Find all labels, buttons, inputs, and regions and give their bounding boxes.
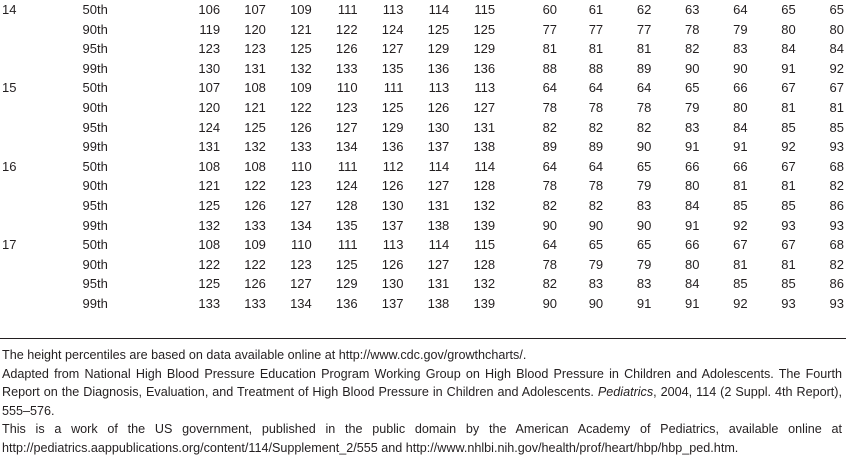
diastolic-value-cell: 91	[781, 60, 796, 76]
table-row	[0, 39, 846, 59]
footnote-source	[2, 365, 842, 421]
systolic-value-cell: 127	[335, 119, 358, 135]
systolic-value-cell: 114	[428, 158, 450, 174]
table-row	[0, 235, 846, 255]
diastolic-value-cell: 81	[781, 256, 796, 272]
systolic-value-cell: 122	[290, 99, 312, 115]
diastolic-value-cell: 63	[684, 2, 700, 17]
systolic-value-cell: 134	[290, 217, 312, 233]
percentile-cell: 99th	[82, 295, 108, 311]
diastolic-value-cell: 92	[733, 295, 748, 311]
systolic-value-cell: 121	[198, 178, 221, 194]
percentile-cell: 50th	[82, 80, 108, 96]
footnote-height-percentiles: The height percentiles are based on data available online at http://www.cdc.gov/growthcharts/.	[2, 348, 527, 362]
footnote-source-text: Adapted from National High Blood Pressure Education Program Working Group on High Blood Pressure in Children and Adolescents. The Fourth Report on the Diagnosis, Evaluation, and Treatment of High Blood Pressure in Children and Adolescents.	[2, 366, 842, 400]
diastolic-value-cell: 79	[636, 178, 652, 194]
diastolic-value-cell: 79	[733, 21, 748, 37]
systolic-value-cell: 114	[428, 237, 450, 253]
diastolic-value-cell: 81	[781, 178, 796, 194]
diastolic-value-cell: 64	[588, 80, 604, 96]
systolic-value-cell: 107	[198, 80, 221, 96]
systolic-value-cell: 114	[428, 2, 450, 17]
systolic-value-cell: 123	[290, 256, 312, 272]
diastolic-value-cell: 65	[636, 237, 652, 253]
diastolic-value-cell: 78	[636, 99, 652, 115]
systolic-value-cell: 125	[427, 21, 450, 37]
systolic-value-cell: 134	[290, 295, 312, 311]
diastolic-value-cell: 93	[829, 139, 844, 155]
systolic-value-cell: 108	[198, 237, 221, 253]
systolic-value-cell: 123	[290, 178, 312, 194]
percentile-cell: 95th	[82, 197, 108, 213]
table-divider	[0, 338, 846, 339]
diastolic-value-cell: 65	[684, 80, 700, 96]
systolic-value-cell: 127	[473, 99, 496, 115]
diastolic-value-cell: 80	[781, 21, 796, 37]
systolic-value-cell: 132	[198, 217, 221, 233]
systolic-value-cell: 122	[335, 21, 358, 37]
diastolic-value-cell: 83	[636, 197, 652, 213]
footnote-public-domain: This is a work of the US government, published in the public domain by the American Academy of Pediatrics, available online at http://pediatrics.aappublications.org/content/114/Supplement_2/555 and http://www.nhlbi.nih.gov/health/prof/heart/hbp/hbp_ped.htm.	[2, 422, 842, 455]
diastolic-value-cell: 82	[636, 119, 652, 135]
age-cell: 17	[2, 237, 17, 253]
systolic-value-cell: 109	[290, 80, 312, 96]
diastolic-value-cell: 85	[781, 119, 796, 135]
diastolic-value-cell: 84	[733, 119, 748, 135]
systolic-value-cell: 120	[244, 21, 266, 37]
percentile-cell: 90th	[82, 21, 108, 37]
diastolic-value-cell: 66	[733, 80, 748, 96]
diastolic-value-cell: 91	[684, 139, 700, 155]
diastolic-value-cell: 82	[542, 276, 558, 292]
diastolic-value-cell: 90	[542, 295, 558, 311]
systolic-value-cell: 125	[290, 41, 312, 57]
percentile-cell: 90th	[82, 99, 108, 115]
diastolic-value-cell: 66	[733, 158, 748, 174]
systolic-value-cell: 124	[381, 21, 404, 37]
systolic-value-cell: 126	[381, 178, 404, 194]
diastolic-value-cell: 64	[636, 80, 652, 96]
diastolic-value-cell: 78	[588, 99, 604, 115]
diastolic-value-cell: 85	[829, 119, 844, 135]
systolic-value-cell: 111	[337, 158, 358, 174]
diastolic-value-cell: 67	[781, 158, 796, 174]
table-row	[0, 137, 846, 157]
diastolic-value-cell: 77	[588, 21, 604, 37]
diastolic-value-cell: 85	[733, 276, 748, 292]
diastolic-value-cell: 82	[542, 197, 558, 213]
systolic-value-cell: 111	[337, 2, 358, 17]
systolic-value-cell: 108	[244, 80, 266, 96]
diastolic-value-cell: 91	[636, 295, 652, 311]
diastolic-value-cell: 68	[829, 237, 844, 253]
systolic-value-cell: 131	[473, 119, 496, 135]
systolic-value-cell: 126	[335, 41, 358, 57]
diastolic-value-cell: 92	[733, 217, 748, 233]
diastolic-value-cell: 84	[684, 197, 700, 213]
systolic-value-cell: 122	[244, 256, 266, 272]
diastolic-value-cell: 82	[684, 41, 700, 57]
diastolic-value-cell: 81	[733, 256, 748, 272]
systolic-value-cell: 130	[381, 276, 404, 292]
diastolic-value-cell: 92	[781, 139, 796, 155]
systolic-value-cell: 138	[473, 139, 496, 155]
diastolic-value-cell: 86	[829, 197, 844, 213]
diastolic-value-cell: 84	[684, 276, 700, 292]
systolic-value-cell: 110	[336, 80, 358, 96]
systolic-value-cell: 136	[335, 295, 358, 311]
systolic-value-cell: 121	[244, 99, 266, 115]
diastolic-value-cell: 78	[588, 178, 604, 194]
table-row	[0, 196, 846, 216]
systolic-value-cell: 132	[244, 139, 266, 155]
systolic-value-cell: 115	[474, 2, 496, 17]
percentile-cell: 95th	[82, 276, 108, 292]
diastolic-value-cell: 68	[829, 158, 844, 174]
systolic-value-cell: 127	[290, 276, 312, 292]
footnote-pages: (2 Suppl. 4th Report), 555–576.	[2, 385, 842, 418]
footnote-volume: 114	[696, 385, 717, 400]
diastolic-value-cell: 60	[542, 2, 558, 17]
diastolic-value-cell: 81	[829, 99, 844, 115]
systolic-value-cell: 125	[381, 99, 404, 115]
systolic-value-cell: 134	[335, 139, 358, 155]
diastolic-value-cell: 77	[542, 21, 558, 37]
diastolic-value-cell: 67	[829, 80, 844, 96]
diastolic-value-cell: 91	[684, 217, 700, 233]
systolic-value-cell: 133	[335, 60, 358, 76]
diastolic-value-cell: 80	[829, 21, 844, 37]
systolic-value-cell: 127	[427, 256, 450, 272]
diastolic-value-cell: 64	[588, 158, 604, 174]
diastolic-value-cell: 82	[829, 178, 844, 194]
percentile-cell: 99th	[82, 217, 108, 233]
systolic-value-cell: 125	[244, 119, 266, 135]
systolic-value-cell: 126	[244, 197, 266, 213]
systolic-value-cell: 131	[427, 197, 450, 213]
diastolic-value-cell: 83	[588, 276, 604, 292]
table-row	[0, 176, 846, 196]
diastolic-value-cell: 89	[542, 139, 558, 155]
diastolic-value-cell: 81	[542, 41, 558, 57]
systolic-value-cell: 123	[198, 41, 221, 57]
footnote-year: , 2004,	[653, 385, 697, 400]
diastolic-value-cell: 82	[588, 197, 604, 213]
diastolic-value-cell: 83	[636, 276, 652, 292]
systolic-value-cell: 127	[381, 41, 404, 57]
systolic-value-cell: 107	[244, 2, 266, 17]
systolic-value-cell: 113	[382, 237, 404, 253]
diastolic-value-cell: 66	[684, 237, 700, 253]
systolic-value-cell: 132	[473, 197, 496, 213]
systolic-value-cell: 128	[335, 197, 358, 213]
diastolic-value-cell: 86	[829, 276, 844, 292]
age-cell	[0, 196, 83, 216]
systolic-value-cell: 129	[427, 41, 450, 57]
diastolic-value-cell: 90	[636, 139, 652, 155]
systolic-value-cell: 106	[198, 2, 221, 17]
systolic-value-cell: 126	[290, 119, 312, 135]
diastolic-value-cell: 62	[636, 2, 652, 17]
systolic-value-cell: 131	[244, 60, 266, 76]
percentile-cell: 50th	[82, 2, 108, 17]
systolic-value-cell: 136	[473, 60, 496, 76]
systolic-value-cell: 108	[244, 158, 266, 174]
systolic-value-cell: 137	[427, 139, 450, 155]
systolic-value-cell: 109	[290, 2, 312, 17]
systolic-value-cell: 133	[244, 295, 266, 311]
diastolic-value-cell: 89	[636, 60, 652, 76]
systolic-value-cell: 126	[427, 99, 450, 115]
diastolic-value-cell: 81	[588, 41, 604, 57]
diastolic-value-cell: 64	[542, 80, 558, 96]
percentile-cell: 95th	[82, 119, 108, 135]
diastolic-value-cell: 77	[636, 21, 652, 37]
systolic-value-cell: 132	[473, 276, 496, 292]
systolic-value-cell: 137	[381, 217, 404, 233]
systolic-value-cell: 133	[290, 139, 312, 155]
systolic-value-cell: 127	[427, 178, 450, 194]
footnotes	[2, 346, 842, 458]
percentile-cell: 99th	[82, 60, 108, 76]
table-row	[0, 20, 846, 40]
systolic-value-cell: 132	[290, 60, 312, 76]
diastolic-value-cell: 80	[684, 256, 700, 272]
systolic-value-cell: 122	[198, 256, 221, 272]
diastolic-value-cell: 78	[684, 21, 700, 37]
age-cell	[0, 216, 83, 236]
diastolic-value-cell: 92	[829, 60, 844, 76]
diastolic-value-cell: 64	[542, 237, 558, 253]
systolic-value-cell: 133	[244, 217, 266, 233]
diastolic-value-cell: 66	[684, 158, 700, 174]
systolic-value-cell: 130	[198, 60, 221, 76]
systolic-value-cell: 135	[335, 217, 358, 233]
systolic-value-cell: 128	[473, 178, 496, 194]
percentile-cell: 90th	[82, 178, 108, 194]
diastolic-value-cell: 90	[542, 217, 558, 233]
diastolic-value-cell: 91	[733, 139, 748, 155]
diastolic-value-cell: 64	[542, 158, 558, 174]
systolic-value-cell: 126	[244, 276, 266, 292]
systolic-value-cell: 125	[335, 256, 358, 272]
systolic-value-cell: 127	[290, 197, 312, 213]
age-cell	[0, 98, 83, 118]
diastolic-value-cell: 93	[829, 217, 844, 233]
diastolic-value-cell: 81	[733, 178, 748, 194]
systolic-value-cell: 121	[290, 21, 312, 37]
systolic-value-cell: 110	[291, 158, 312, 174]
systolic-value-cell: 139	[473, 295, 496, 311]
diastolic-value-cell: 65	[829, 2, 844, 17]
table-row	[0, 0, 846, 20]
diastolic-value-cell: 67	[733, 237, 748, 253]
table-row	[0, 294, 846, 314]
diastolic-value-cell: 64	[733, 2, 748, 17]
table-row	[0, 157, 846, 177]
systolic-value-cell: 129	[381, 119, 404, 135]
age-cell	[0, 118, 83, 138]
diastolic-value-cell: 65	[636, 158, 652, 174]
diastolic-value-cell: 85	[781, 197, 796, 213]
table-row	[0, 255, 846, 275]
diastolic-value-cell: 93	[781, 295, 796, 311]
diastolic-value-cell: 61	[588, 2, 604, 17]
systolic-value-cell: 122	[244, 178, 266, 194]
diastolic-value-cell: 89	[588, 139, 604, 155]
diastolic-value-cell: 85	[781, 276, 796, 292]
systolic-value-cell: 124	[335, 178, 358, 194]
diastolic-value-cell: 88	[588, 60, 604, 76]
systolic-value-cell: 113	[428, 80, 450, 96]
age-cell	[0, 255, 83, 275]
table-row	[0, 118, 846, 138]
percentile-cell: 95th	[82, 41, 108, 57]
systolic-value-cell: 137	[381, 295, 404, 311]
diastolic-value-cell: 81	[636, 41, 652, 57]
diastolic-value-cell: 80	[684, 178, 700, 194]
systolic-value-cell: 129	[335, 276, 358, 292]
percentile-cell: 50th	[82, 158, 108, 174]
systolic-value-cell: 113	[474, 80, 496, 96]
age-cell	[0, 137, 83, 157]
systolic-value-cell: 120	[198, 99, 221, 115]
age-cell	[0, 274, 83, 294]
systolic-value-cell: 112	[382, 158, 404, 174]
systolic-value-cell: 125	[473, 21, 496, 37]
diastolic-value-cell: 81	[781, 99, 796, 115]
diastolic-value-cell: 91	[684, 295, 700, 311]
systolic-value-cell: 139	[473, 217, 496, 233]
systolic-value-cell: 111	[337, 237, 358, 253]
age-cell: 14	[2, 2, 17, 17]
systolic-value-cell: 109	[244, 237, 266, 253]
diastolic-value-cell: 90	[636, 217, 652, 233]
systolic-value-cell: 111	[383, 80, 404, 96]
diastolic-value-cell: 88	[542, 60, 558, 76]
systolic-value-cell: 133	[198, 295, 221, 311]
diastolic-value-cell: 84	[781, 41, 796, 57]
diastolic-value-cell: 83	[684, 119, 700, 135]
systolic-value-cell: 123	[244, 41, 266, 57]
footnote-journal: Pediatrics	[597, 385, 654, 400]
systolic-value-cell: 115	[474, 237, 496, 253]
systolic-value-cell: 110	[291, 237, 312, 253]
diastolic-value-cell: 78	[542, 178, 558, 194]
diastolic-value-cell: 80	[733, 99, 748, 115]
table-row	[0, 98, 846, 118]
age-cell: 15	[2, 80, 17, 96]
table-row	[0, 274, 846, 294]
diastolic-value-cell: 65	[781, 2, 796, 17]
age-cell: 16	[2, 158, 17, 174]
systolic-value-cell: 136	[427, 60, 450, 76]
percentile-cell: 99th	[82, 139, 108, 155]
systolic-value-cell: 131	[427, 276, 450, 292]
systolic-value-cell: 124	[198, 119, 221, 135]
systolic-value-cell: 130	[427, 119, 450, 135]
systolic-value-cell: 135	[381, 60, 404, 76]
diastolic-value-cell: 79	[684, 99, 700, 115]
systolic-value-cell: 130	[381, 197, 404, 213]
diastolic-value-cell: 90	[588, 295, 604, 311]
diastolic-value-cell: 90	[684, 60, 700, 76]
systolic-value-cell: 136	[381, 139, 404, 155]
systolic-value-cell: 131	[198, 139, 221, 155]
age-cell	[0, 20, 83, 40]
age-cell	[0, 59, 83, 79]
diastolic-value-cell: 78	[542, 256, 558, 272]
systolic-value-cell: 138	[427, 217, 450, 233]
diastolic-value-cell: 67	[781, 80, 796, 96]
systolic-value-cell: 114	[474, 158, 496, 174]
systolic-value-cell: 125	[198, 197, 221, 213]
diastolic-value-cell: 82	[588, 119, 604, 135]
systolic-value-cell: 129	[473, 41, 496, 57]
systolic-value-cell: 125	[198, 276, 221, 292]
diastolic-value-cell: 79	[636, 256, 652, 272]
systolic-value-cell: 126	[381, 256, 404, 272]
percentile-cell: 50th	[82, 237, 108, 253]
diastolic-value-cell: 93	[829, 295, 844, 311]
age-cell	[0, 39, 83, 59]
diastolic-value-cell: 90	[733, 60, 748, 76]
systolic-value-cell: 123	[335, 99, 358, 115]
diastolic-value-cell: 85	[733, 197, 748, 213]
diastolic-value-cell: 79	[588, 256, 604, 272]
diastolic-value-cell: 82	[542, 119, 558, 135]
systolic-value-cell: 113	[382, 2, 404, 17]
percentile-cell: 90th	[82, 256, 108, 272]
systolic-value-cell: 108	[198, 158, 221, 174]
diastolic-value-cell: 82	[829, 256, 844, 272]
systolic-value-cell: 138	[427, 295, 450, 311]
diastolic-value-cell: 67	[781, 237, 796, 253]
diastolic-value-cell: 65	[588, 237, 604, 253]
age-cell	[0, 294, 83, 314]
table-row	[0, 59, 846, 79]
systolic-value-cell: 119	[199, 21, 221, 37]
table-row	[0, 216, 846, 236]
systolic-value-cell: 128	[473, 256, 496, 272]
age-cell	[0, 176, 83, 196]
diastolic-value-cell: 84	[829, 41, 844, 57]
diastolic-value-cell: 78	[542, 99, 558, 115]
table-row	[0, 78, 846, 98]
diastolic-value-cell: 93	[781, 217, 796, 233]
diastolic-value-cell: 90	[588, 217, 604, 233]
diastolic-value-cell: 83	[733, 41, 748, 57]
